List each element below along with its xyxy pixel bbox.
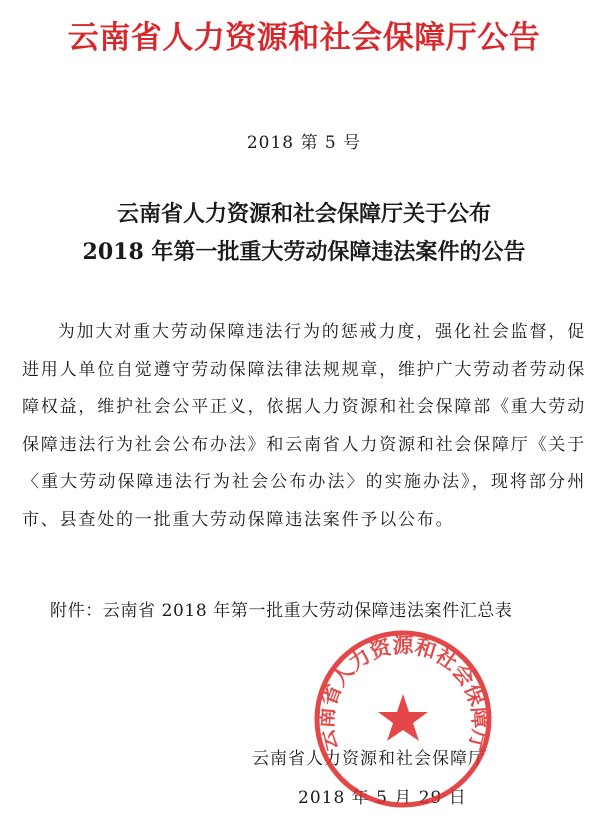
announcement-title-line-2: 2018 年第一批重大劳动保障违法案件的公告 — [82, 239, 526, 265]
announcement-body-paragraph: 为加大对重大劳动保障违法行为的惩戒力度，强化社会监督，促进用人单位自觉遵守劳动保障法律法规规章，维护广大劳动者劳动保障权益，维护社会公平正义，依据人力资源和社会保障部《重大劳动保障违法行为社会公布办法》和云南省人力资源和社会保障厅《关于〈重大劳动保障违法行为社会公布办法〉的实施办法》，现将部分州市、县查处的一批重大劳动保障违法案件予以公布。 — [22, 322, 586, 530]
announcement-title-line-1: 云南省人力资源和社会保障厅关于公布 — [116, 201, 491, 227]
issuer-name: 云南省人力资源和社会保障厅 — [252, 749, 486, 769]
document-number: 2018 第 5 号 — [246, 133, 362, 153]
attachment-line: 附件：云南省 2018 年第一批重大劳动保障违法案件汇总表 — [50, 601, 513, 621]
document-header-title: 云南省人力资源和社会保障厅公告 — [67, 20, 541, 56]
issue-date: 2018 年 5 月 29 日 — [298, 788, 467, 808]
seal-star-icon — [378, 694, 428, 741]
official-seal-stamp — [312, 628, 494, 810]
seal-text: 云南省人力资源和社会保障厅 — [313, 633, 493, 754]
